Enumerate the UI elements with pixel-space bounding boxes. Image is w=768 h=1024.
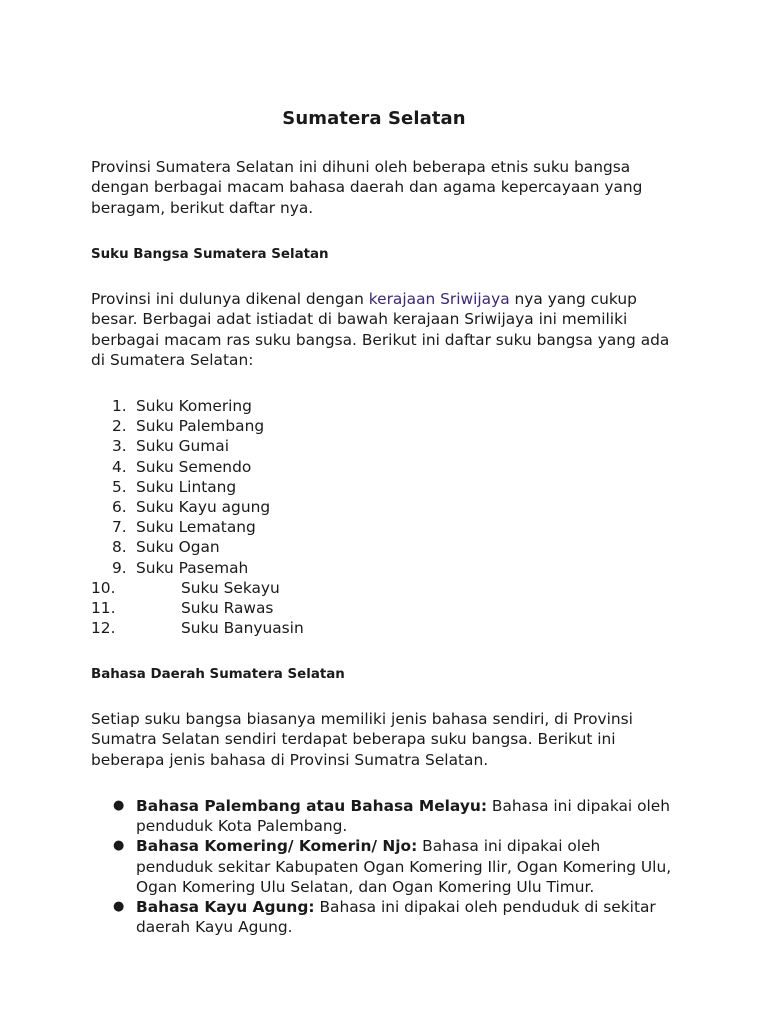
page-title: Sumatera Selatan: [282, 108, 466, 129]
list-text: Suku Lematang: [136, 518, 256, 537]
bullet-icon: ●: [113, 838, 125, 854]
list-item: [91, 897, 676, 937]
intro-paragraph: Provinsi Sumatera Selatan ini dihuni oleh beberapa etnis suku bangsa dengan berbagai macam bahasa daerah dan agama kepercayaan yang beragam, berikut daftar nya.: [91, 158, 643, 217]
list-text: Suku Kayu agung: [136, 497, 271, 516]
list-number: 7.: [112, 518, 127, 537]
list-item: [91, 796, 676, 836]
list-text: Suku Lintang: [136, 477, 237, 496]
section-heading-bahasa: Bahasa Daerah Sumatera Selatan: [91, 667, 345, 682]
suku-intro-paragraph: [91, 289, 676, 370]
list-number: 1.: [112, 397, 127, 415]
suku-intro-text-a: Provinsi ini dulunya dikenal dengan: [91, 290, 369, 308]
suku-intro-text-b: nya yang cukup besar. Berbagai adat istiadat di bawah kerajaan Sriwijaya ini memiliki berbagai macam ras suku bangsa. Berikut ini daftar suku bangsa yang ada di Sumatera Selatan:: [91, 290, 670, 369]
list-text: Suku Pasemah: [136, 558, 249, 577]
list-text: Suku Komering: [136, 397, 252, 415]
section-heading-suku: Suku Bangsa Sumatera Selatan: [91, 247, 329, 262]
bahasa-desc: Bahasa ini dipakai oleh penduduk Kota Palembang.: [136, 797, 671, 836]
list-text: Suku Rawas: [181, 598, 274, 617]
bullet-icon: ●: [113, 899, 125, 915]
bahasa-list: [91, 796, 676, 937]
list-number: 4.: [112, 457, 127, 476]
list-number: 12.: [91, 619, 116, 638]
list-text: Suku Banyuasin: [181, 619, 304, 638]
list-number: 8.: [112, 538, 127, 557]
bahasa-name: Bahasa Kayu Agung:: [136, 898, 315, 917]
list-number: 5.: [112, 477, 127, 496]
list-number: 9.: [112, 558, 127, 577]
list-number: 3.: [112, 437, 127, 456]
bahasa-name: Bahasa Palembang atau Bahasa Melayu:: [136, 797, 487, 815]
list-number: 10.: [91, 578, 116, 597]
list-number: 2.: [112, 417, 127, 436]
bahasa-name: Bahasa Komering/ Komerin/ Njo:: [136, 837, 418, 856]
list-text: Suku Gumai: [136, 437, 229, 456]
bahasa-desc: Bahasa ini dipakai oleh penduduk di sekitar daerah Kayu Agung.: [136, 898, 656, 937]
list-item: [91, 836, 676, 897]
bullet-icon: ●: [113, 798, 125, 813]
bahasa-desc: Bahasa ini dipakai oleh penduduk sekitar Kabupaten Ogan Komering Ilir, Ogan Komering Ulu, Ogan Komering Ulu Selatan, dan Ogan Komering Ulu Timur.: [136, 837, 672, 896]
bahasa-intro-paragraph: Setiap suku bangsa biasanya memiliki jenis bahasa sendiri, di Provinsi Sumatra Selatan sendiri terdapat beberapa suku bangsa. Berikut ini beberapa jenis bahasa di Provinsi Sumatra Selatan.: [91, 710, 633, 769]
list-text: Suku Sekayu: [181, 578, 280, 597]
list-number: 6.: [112, 497, 127, 516]
list-text: Suku Semendo: [136, 457, 252, 476]
sriwijaya-link[interactable]: kerajaan Sriwijaya: [368, 290, 510, 308]
list-text: Suku Palembang: [136, 417, 265, 436]
list-number: 11.: [91, 598, 116, 617]
list-text: Suku Ogan: [136, 538, 220, 557]
